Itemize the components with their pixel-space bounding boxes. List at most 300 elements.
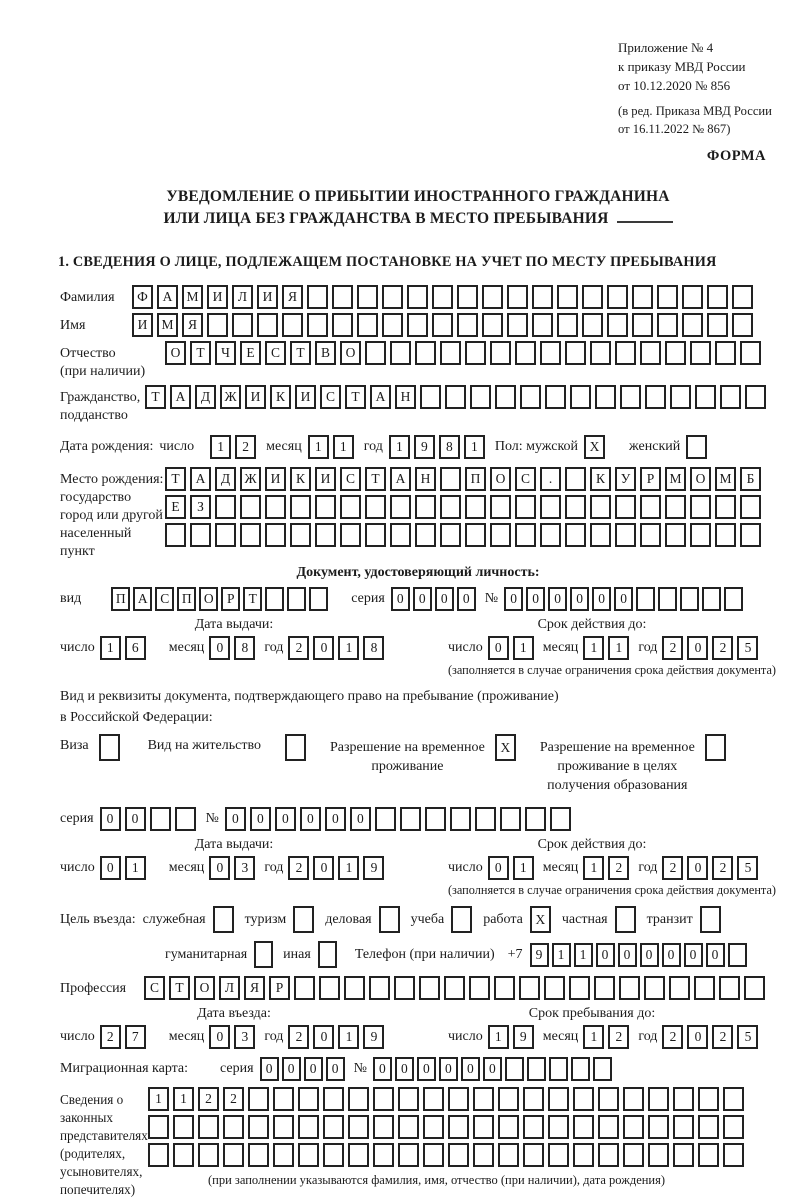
char-cell[interactable] — [673, 1087, 694, 1111]
char-cell[interactable] — [544, 976, 565, 1000]
char-cell[interactable] — [715, 495, 736, 519]
char-cell[interactable] — [615, 495, 636, 519]
char-cell[interactable]: 2 — [235, 435, 256, 459]
char-cell[interactable] — [515, 341, 536, 365]
char-cell[interactable] — [273, 1087, 294, 1111]
char-cell[interactable] — [648, 1115, 669, 1139]
char-cell[interactable]: 9 — [513, 1025, 534, 1049]
char-cell[interactable] — [498, 1143, 519, 1167]
char-cell[interactable]: 0 — [125, 807, 146, 831]
char-cell[interactable] — [593, 1057, 612, 1081]
char-cell[interactable]: 1 — [583, 856, 604, 880]
char-cell[interactable]: Р — [269, 976, 290, 1000]
char-cell[interactable] — [365, 341, 386, 365]
char-cell[interactable]: 1 — [583, 636, 604, 660]
char-cell[interactable] — [99, 734, 120, 761]
char-cell[interactable] — [165, 523, 186, 547]
char-cell[interactable] — [719, 976, 740, 1000]
char-cell[interactable] — [598, 1115, 619, 1139]
char-cell[interactable] — [570, 385, 591, 409]
char-cell[interactable]: 3 — [234, 856, 255, 880]
char-cell[interactable] — [248, 1087, 269, 1111]
char-cell[interactable]: О — [199, 587, 218, 611]
char-cell[interactable]: К — [270, 385, 291, 409]
char-cell[interactable]: 2 — [662, 1025, 683, 1049]
char-cell[interactable]: 0 — [225, 807, 246, 831]
char-cell[interactable]: 1 — [100, 636, 121, 660]
char-cell[interactable]: З — [190, 495, 211, 519]
char-cell[interactable] — [273, 1115, 294, 1139]
char-cell[interactable] — [432, 285, 453, 309]
char-cell[interactable] — [344, 976, 365, 1000]
char-cell[interactable] — [398, 1115, 419, 1139]
char-cell[interactable]: 2 — [712, 856, 733, 880]
char-cell[interactable] — [457, 313, 478, 337]
char-cell[interactable]: 0 — [417, 1057, 436, 1081]
char-cell[interactable]: Б — [740, 467, 761, 491]
char-cell[interactable] — [490, 495, 511, 519]
char-cell[interactable] — [594, 976, 615, 1000]
char-cell[interactable] — [732, 313, 753, 337]
char-cell[interactable] — [744, 976, 765, 1000]
char-cell[interactable]: С — [340, 467, 361, 491]
char-cell[interactable]: 9 — [363, 856, 384, 880]
char-cell[interactable]: К — [590, 467, 611, 491]
char-cell[interactable] — [365, 495, 386, 519]
char-cell[interactable]: О — [690, 467, 711, 491]
char-cell[interactable] — [265, 587, 284, 611]
char-cell[interactable]: П — [465, 467, 486, 491]
char-cell[interactable] — [357, 285, 378, 309]
char-cell[interactable]: 0 — [373, 1057, 392, 1081]
char-cell[interactable] — [740, 523, 761, 547]
char-cell[interactable] — [515, 495, 536, 519]
char-cell[interactable]: 2 — [288, 856, 309, 880]
char-cell[interactable]: О — [340, 341, 361, 365]
char-cell[interactable] — [548, 1115, 569, 1139]
char-cell[interactable]: 1 — [583, 1025, 604, 1049]
char-cell[interactable]: А — [170, 385, 191, 409]
char-cell[interactable] — [623, 1115, 644, 1139]
char-cell[interactable] — [490, 341, 511, 365]
char-cell[interactable] — [673, 1143, 694, 1167]
char-cell[interactable] — [309, 587, 328, 611]
char-cell[interactable]: Я — [282, 285, 303, 309]
char-cell[interactable] — [523, 1087, 544, 1111]
char-cell[interactable]: Л — [232, 285, 253, 309]
char-cell[interactable] — [348, 1115, 369, 1139]
char-cell[interactable]: 0 — [439, 1057, 458, 1081]
char-cell[interactable] — [532, 313, 553, 337]
char-cell[interactable]: 0 — [209, 856, 230, 880]
char-cell[interactable]: 0 — [250, 807, 271, 831]
char-cell[interactable] — [373, 1115, 394, 1139]
char-cell[interactable]: О — [490, 467, 511, 491]
char-cell[interactable] — [515, 523, 536, 547]
char-cell[interactable]: Т — [345, 385, 366, 409]
char-cell[interactable]: 1 — [513, 856, 534, 880]
char-cell[interactable] — [707, 285, 728, 309]
char-cell[interactable]: М — [182, 285, 203, 309]
char-cell[interactable]: А — [190, 467, 211, 491]
char-cell[interactable] — [607, 285, 628, 309]
char-cell[interactable] — [740, 341, 761, 365]
char-cell[interactable]: 1 — [125, 856, 146, 880]
char-cell[interactable] — [469, 976, 490, 1000]
char-cell[interactable] — [207, 313, 228, 337]
char-cell[interactable] — [557, 313, 578, 337]
char-cell[interactable]: И — [257, 285, 278, 309]
char-cell[interactable]: Т — [165, 467, 186, 491]
char-cell[interactable] — [565, 523, 586, 547]
char-cell[interactable] — [525, 807, 546, 831]
char-cell[interactable] — [150, 807, 171, 831]
char-cell[interactable] — [215, 523, 236, 547]
char-cell[interactable]: 1 — [552, 943, 571, 967]
char-cell[interactable] — [573, 1143, 594, 1167]
char-cell[interactable] — [680, 587, 699, 611]
char-cell[interactable]: С — [320, 385, 341, 409]
char-cell[interactable] — [293, 906, 314, 933]
char-cell[interactable] — [507, 285, 528, 309]
char-cell[interactable] — [298, 1087, 319, 1111]
char-cell[interactable]: 3 — [234, 1025, 255, 1049]
char-cell[interactable] — [723, 1115, 744, 1139]
char-cell[interactable]: М — [665, 467, 686, 491]
char-cell[interactable]: 2 — [288, 636, 309, 660]
char-cell[interactable]: Н — [395, 385, 416, 409]
char-cell[interactable]: У — [615, 467, 636, 491]
char-cell[interactable] — [745, 385, 766, 409]
char-cell[interactable] — [523, 1143, 544, 1167]
char-cell[interactable] — [198, 1115, 219, 1139]
char-cell[interactable] — [620, 385, 641, 409]
char-cell[interactable] — [248, 1143, 269, 1167]
char-cell[interactable] — [348, 1143, 369, 1167]
char-cell[interactable] — [644, 976, 665, 1000]
char-cell[interactable]: 0 — [304, 1057, 323, 1081]
char-cell[interactable] — [540, 495, 561, 519]
char-cell[interactable]: 0 — [100, 807, 121, 831]
char-cell[interactable]: 2 — [100, 1025, 121, 1049]
char-cell[interactable]: 0 — [488, 636, 509, 660]
char-cell[interactable]: 0 — [687, 1025, 708, 1049]
char-cell[interactable] — [190, 523, 211, 547]
char-cell[interactable] — [248, 1115, 269, 1139]
char-cell[interactable]: Н — [415, 467, 436, 491]
char-cell[interactable]: 2 — [608, 1025, 629, 1049]
char-cell[interactable]: 2 — [608, 856, 629, 880]
char-cell[interactable] — [315, 523, 336, 547]
char-cell[interactable] — [390, 341, 411, 365]
char-cell[interactable] — [582, 285, 603, 309]
char-cell[interactable]: Е — [240, 341, 261, 365]
char-cell[interactable] — [323, 1115, 344, 1139]
char-cell[interactable] — [571, 1057, 590, 1081]
char-cell[interactable] — [595, 385, 616, 409]
char-cell[interactable]: 1 — [389, 435, 410, 459]
char-cell[interactable] — [332, 313, 353, 337]
char-cell[interactable] — [198, 1143, 219, 1167]
char-cell[interactable] — [470, 385, 491, 409]
char-cell[interactable] — [740, 495, 761, 519]
char-cell[interactable] — [690, 341, 711, 365]
char-cell[interactable] — [665, 523, 686, 547]
char-cell[interactable] — [390, 495, 411, 519]
char-cell[interactable]: 2 — [662, 856, 683, 880]
char-cell[interactable] — [573, 1115, 594, 1139]
char-cell[interactable] — [636, 587, 655, 611]
char-cell[interactable]: Я — [244, 976, 265, 1000]
char-cell[interactable] — [175, 807, 196, 831]
char-cell[interactable] — [540, 523, 561, 547]
char-cell[interactable]: 1 — [308, 435, 329, 459]
char-cell[interactable] — [273, 1143, 294, 1167]
char-cell[interactable]: 0 — [350, 807, 371, 831]
char-cell[interactable] — [645, 385, 666, 409]
char-cell[interactable]: И — [315, 467, 336, 491]
char-cell[interactable]: Д — [215, 467, 236, 491]
char-cell[interactable] — [565, 495, 586, 519]
char-cell[interactable]: И — [295, 385, 316, 409]
char-cell[interactable] — [298, 1143, 319, 1167]
char-cell[interactable]: 0 — [100, 856, 121, 880]
char-cell[interactable]: 0 — [391, 587, 410, 611]
char-cell[interactable] — [590, 495, 611, 519]
char-cell[interactable] — [648, 1087, 669, 1111]
char-cell[interactable] — [473, 1115, 494, 1139]
char-cell[interactable]: 0 — [706, 943, 725, 967]
char-cell[interactable]: М — [157, 313, 178, 337]
char-cell[interactable] — [507, 313, 528, 337]
char-cell[interactable] — [698, 1115, 719, 1139]
char-cell[interactable]: С — [144, 976, 165, 1000]
char-cell[interactable] — [394, 976, 415, 1000]
char-cell[interactable]: Т — [169, 976, 190, 1000]
char-cell[interactable] — [148, 1115, 169, 1139]
char-cell[interactable]: 1 — [513, 636, 534, 660]
char-cell[interactable] — [682, 285, 703, 309]
char-cell[interactable] — [419, 976, 440, 1000]
char-cell[interactable] — [598, 1143, 619, 1167]
char-cell[interactable] — [423, 1143, 444, 1167]
char-cell[interactable] — [173, 1115, 194, 1139]
char-cell[interactable]: Т — [145, 385, 166, 409]
char-cell[interactable] — [448, 1087, 469, 1111]
char-cell[interactable] — [670, 385, 691, 409]
char-cell[interactable]: 0 — [684, 943, 703, 967]
char-cell[interactable] — [357, 313, 378, 337]
char-cell[interactable] — [444, 976, 465, 1000]
char-cell[interactable]: 8 — [363, 636, 384, 660]
char-cell[interactable] — [548, 1143, 569, 1167]
char-cell[interactable]: С — [155, 587, 174, 611]
char-cell[interactable] — [590, 523, 611, 547]
char-cell[interactable] — [348, 1087, 369, 1111]
char-cell[interactable] — [715, 341, 736, 365]
char-cell[interactable] — [545, 385, 566, 409]
char-cell[interactable] — [728, 943, 747, 967]
char-cell[interactable] — [665, 341, 686, 365]
char-cell[interactable] — [373, 1087, 394, 1111]
char-cell[interactable] — [657, 313, 678, 337]
char-cell[interactable]: 0 — [325, 807, 346, 831]
char-cell[interactable]: А — [390, 467, 411, 491]
char-cell[interactable]: 0 — [275, 807, 296, 831]
char-cell[interactable]: 8 — [439, 435, 460, 459]
char-cell[interactable]: X — [584, 435, 605, 459]
char-cell[interactable] — [523, 1115, 544, 1139]
char-cell[interactable]: 0 — [260, 1057, 279, 1081]
char-cell[interactable] — [673, 1115, 694, 1139]
char-cell[interactable]: 0 — [413, 587, 432, 611]
char-cell[interactable]: Т — [243, 587, 262, 611]
char-cell[interactable] — [569, 976, 590, 1000]
char-cell[interactable] — [465, 495, 486, 519]
char-cell[interactable]: П — [177, 587, 196, 611]
char-cell[interactable]: 1 — [574, 943, 593, 967]
char-cell[interactable] — [415, 495, 436, 519]
char-cell[interactable] — [700, 906, 721, 933]
char-cell[interactable]: 8 — [234, 636, 255, 660]
char-cell[interactable]: 1 — [464, 435, 485, 459]
char-cell[interactable]: А — [370, 385, 391, 409]
char-cell[interactable] — [494, 976, 515, 1000]
char-cell[interactable] — [582, 313, 603, 337]
char-cell[interactable]: 2 — [712, 636, 733, 660]
char-cell[interactable]: 0 — [687, 856, 708, 880]
char-cell[interactable] — [425, 807, 446, 831]
char-cell[interactable] — [382, 313, 403, 337]
char-cell[interactable] — [448, 1143, 469, 1167]
char-cell[interactable] — [475, 807, 496, 831]
char-cell[interactable] — [400, 807, 421, 831]
char-cell[interactable] — [669, 976, 690, 1000]
char-cell[interactable] — [658, 587, 677, 611]
char-cell[interactable]: 0 — [488, 856, 509, 880]
char-cell[interactable]: 0 — [640, 943, 659, 967]
char-cell[interactable]: 5 — [737, 636, 758, 660]
char-cell[interactable]: 0 — [313, 856, 334, 880]
char-cell[interactable] — [319, 976, 340, 1000]
char-cell[interactable] — [432, 313, 453, 337]
char-cell[interactable]: П — [111, 587, 130, 611]
char-cell[interactable]: Т — [365, 467, 386, 491]
char-cell[interactable] — [265, 523, 286, 547]
char-cell[interactable] — [527, 1057, 546, 1081]
char-cell[interactable] — [215, 495, 236, 519]
char-cell[interactable]: Р — [640, 467, 661, 491]
char-cell[interactable]: И — [207, 285, 228, 309]
char-cell[interactable]: А — [157, 285, 178, 309]
char-cell[interactable]: Л — [219, 976, 240, 1000]
char-cell[interactable] — [318, 941, 337, 968]
char-cell[interactable] — [451, 906, 472, 933]
char-cell[interactable] — [440, 467, 461, 491]
char-cell[interactable] — [573, 1087, 594, 1111]
char-cell[interactable] — [723, 1087, 744, 1111]
char-cell[interactable] — [623, 1087, 644, 1111]
char-cell[interactable] — [648, 1143, 669, 1167]
char-cell[interactable]: 2 — [712, 1025, 733, 1049]
char-cell[interactable] — [490, 523, 511, 547]
char-cell[interactable]: 1 — [333, 435, 354, 459]
char-cell[interactable]: Р — [221, 587, 240, 611]
char-cell[interactable] — [398, 1143, 419, 1167]
char-cell[interactable]: Ж — [220, 385, 241, 409]
char-cell[interactable]: 5 — [737, 856, 758, 880]
char-cell[interactable] — [498, 1087, 519, 1111]
char-cell[interactable]: О — [165, 341, 186, 365]
char-cell[interactable] — [632, 313, 653, 337]
char-cell[interactable] — [298, 1115, 319, 1139]
char-cell[interactable] — [415, 341, 436, 365]
char-cell[interactable]: 1 — [148, 1087, 169, 1111]
char-cell[interactable]: 2 — [198, 1087, 219, 1111]
char-cell[interactable] — [365, 523, 386, 547]
char-cell[interactable] — [598, 1087, 619, 1111]
char-cell[interactable] — [315, 495, 336, 519]
char-cell[interactable]: 2 — [288, 1025, 309, 1049]
char-cell[interactable] — [690, 495, 711, 519]
char-cell[interactable] — [705, 734, 726, 761]
char-cell[interactable]: 1 — [608, 636, 629, 660]
char-cell[interactable]: 9 — [414, 435, 435, 459]
char-cell[interactable] — [540, 341, 561, 365]
char-cell[interactable] — [445, 385, 466, 409]
char-cell[interactable]: 1 — [338, 856, 359, 880]
char-cell[interactable] — [440, 341, 461, 365]
char-cell[interactable] — [607, 313, 628, 337]
char-cell[interactable]: Я — [182, 313, 203, 337]
char-cell[interactable] — [698, 1087, 719, 1111]
char-cell[interactable]: Ч — [215, 341, 236, 365]
char-cell[interactable] — [223, 1143, 244, 1167]
char-cell[interactable] — [379, 906, 400, 933]
char-cell[interactable]: С — [515, 467, 536, 491]
char-cell[interactable]: 0 — [687, 636, 708, 660]
char-cell[interactable] — [682, 313, 703, 337]
char-cell[interactable] — [323, 1143, 344, 1167]
char-cell[interactable]: . — [540, 467, 561, 491]
char-cell[interactable]: 1 — [338, 1025, 359, 1049]
char-cell[interactable] — [465, 341, 486, 365]
char-cell[interactable] — [307, 313, 328, 337]
char-cell[interactable] — [473, 1087, 494, 1111]
char-cell[interactable] — [640, 523, 661, 547]
char-cell[interactable]: 0 — [395, 1057, 414, 1081]
char-cell[interactable] — [694, 976, 715, 1000]
char-cell[interactable]: Е — [165, 495, 186, 519]
char-cell[interactable]: 0 — [618, 943, 637, 967]
char-cell[interactable]: 0 — [461, 1057, 480, 1081]
char-cell[interactable] — [265, 495, 286, 519]
char-cell[interactable] — [665, 495, 686, 519]
char-cell[interactable] — [715, 523, 736, 547]
char-cell[interactable]: Ж — [240, 467, 261, 491]
char-cell[interactable] — [720, 385, 741, 409]
char-cell[interactable]: К — [290, 467, 311, 491]
char-cell[interactable] — [148, 1143, 169, 1167]
char-cell[interactable] — [615, 523, 636, 547]
char-cell[interactable] — [285, 734, 306, 761]
char-cell[interactable]: И — [132, 313, 153, 337]
char-cell[interactable] — [532, 285, 553, 309]
char-cell[interactable] — [440, 495, 461, 519]
char-cell[interactable] — [619, 976, 640, 1000]
char-cell[interactable]: 0 — [209, 636, 230, 660]
char-cell[interactable]: 1 — [210, 435, 231, 459]
